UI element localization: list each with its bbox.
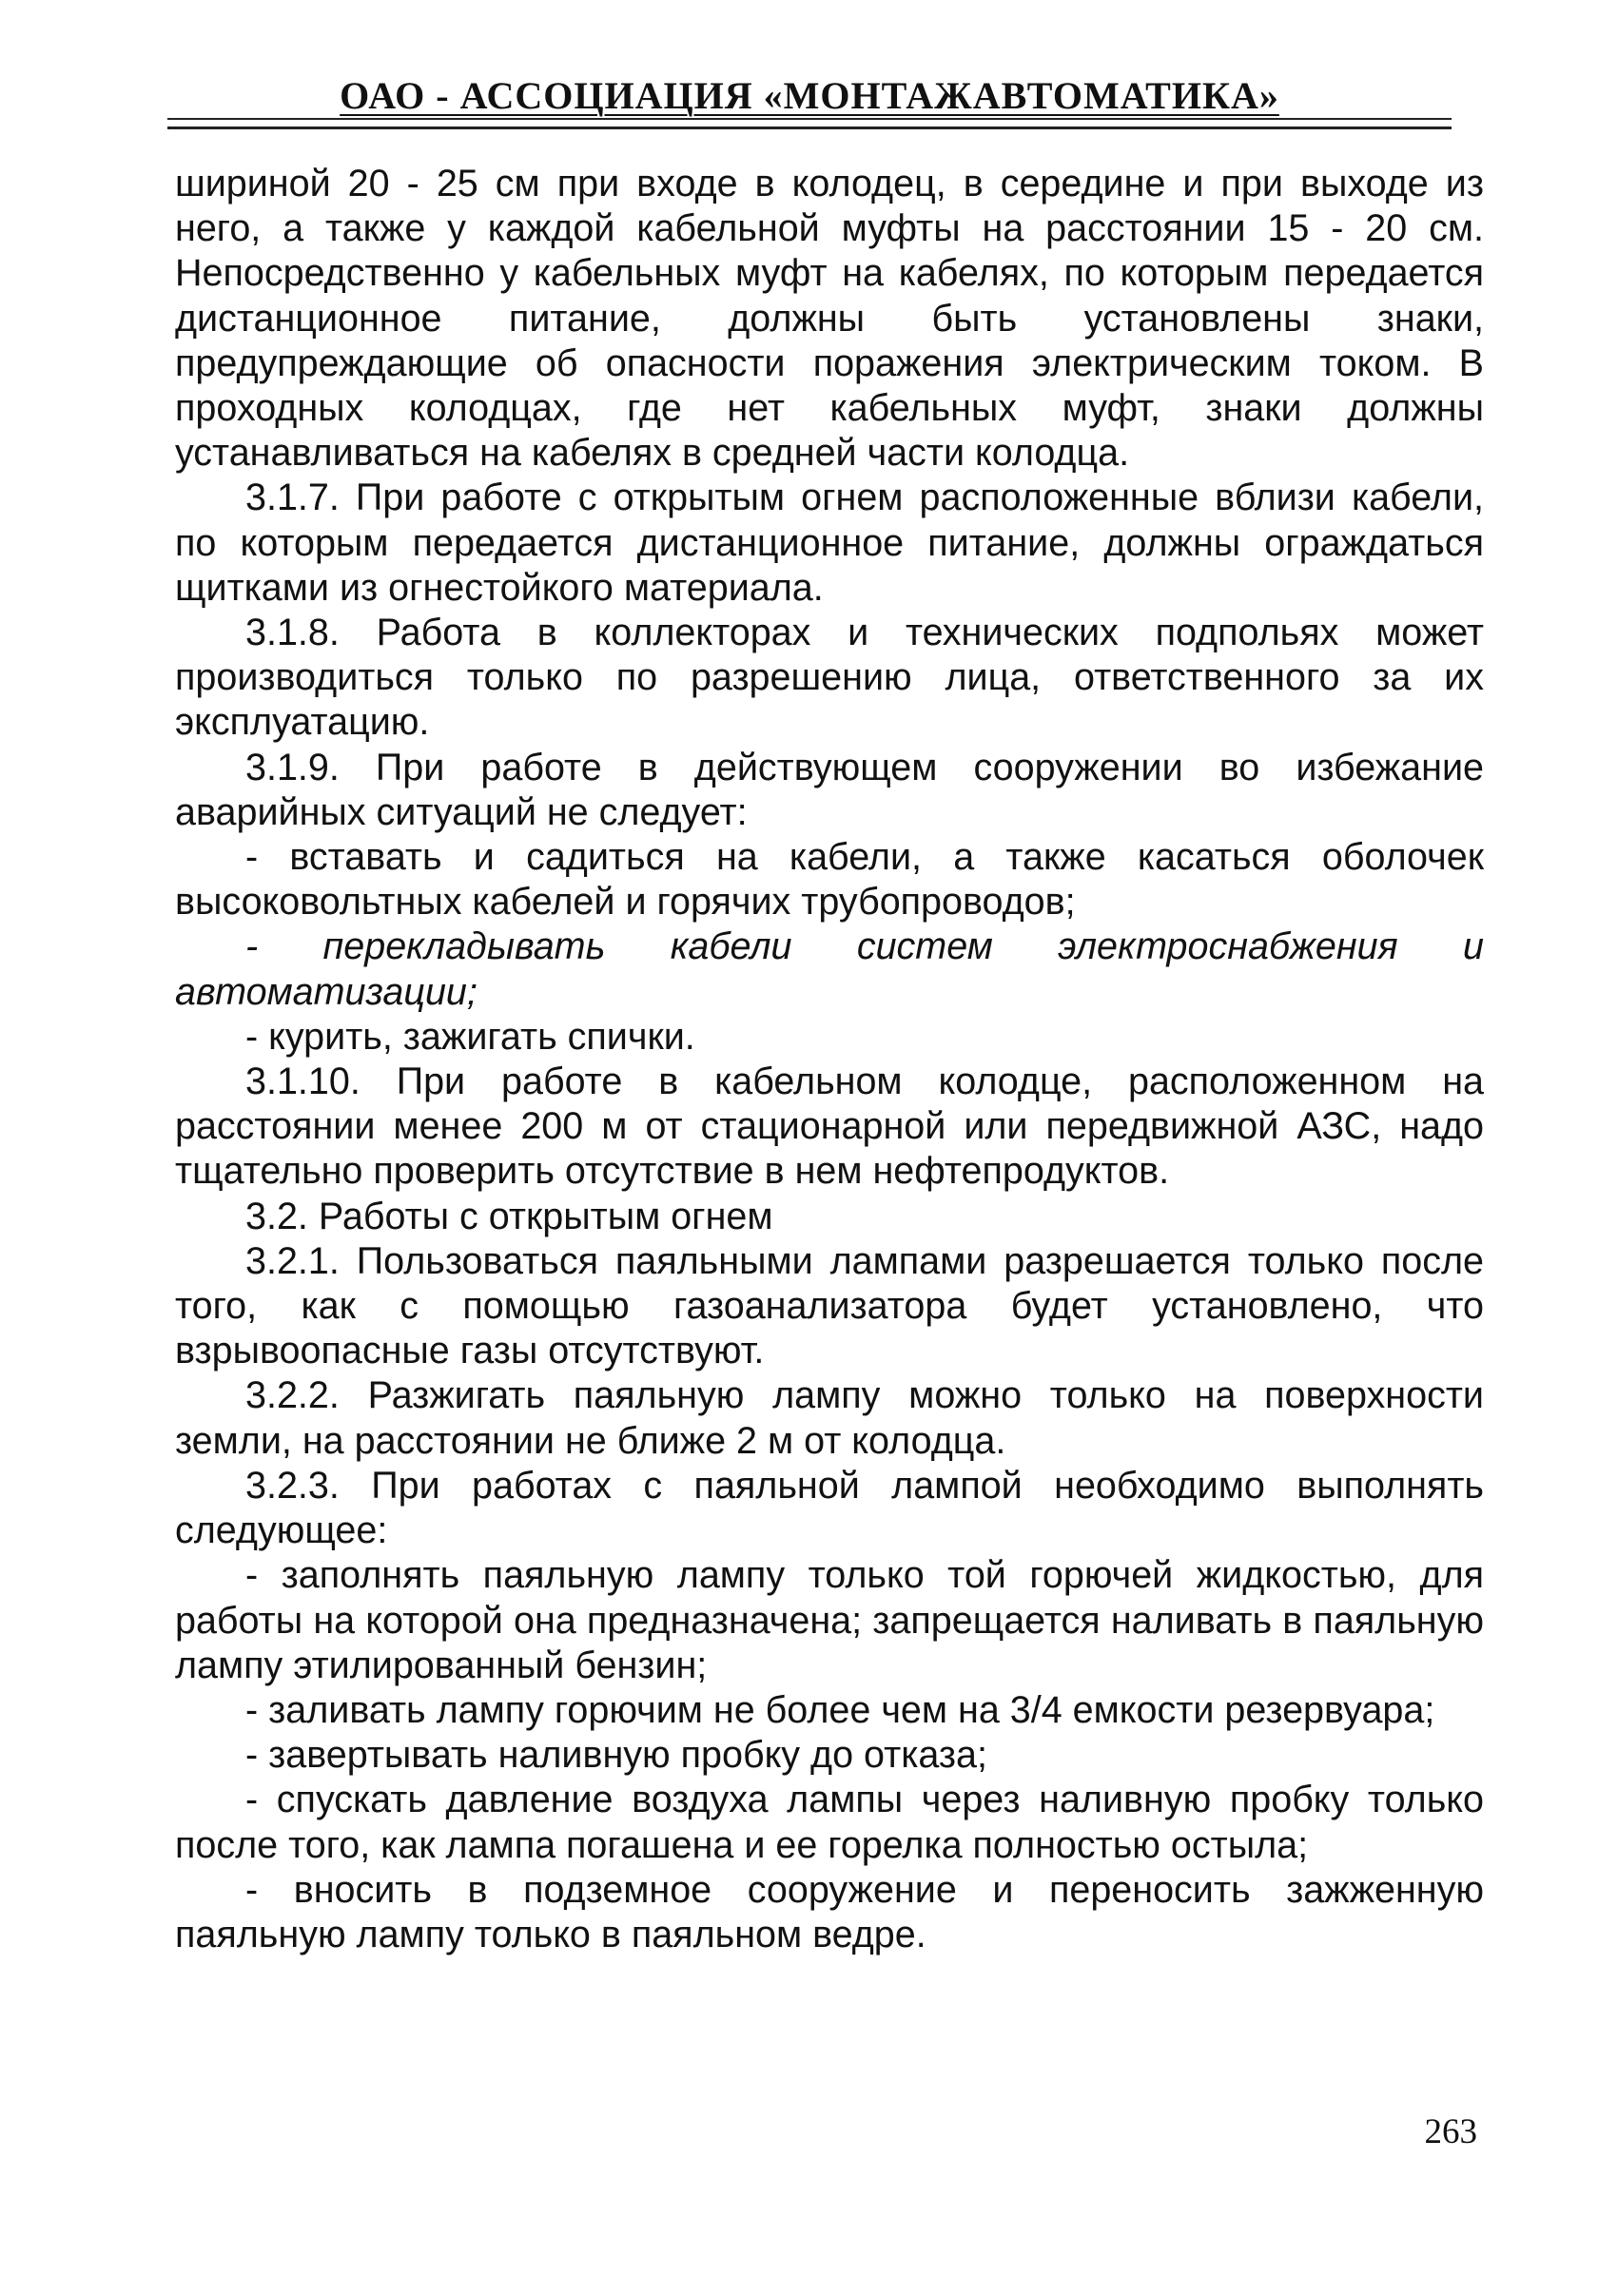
list-item: - вносить в подземное сооружение и переносить зажженную паяльную лампу только в паяльном ведре. <box>175 1868 1484 1955</box>
header-rule <box>167 118 1452 120</box>
list-item: - курить, зажигать спички. <box>245 1015 695 1058</box>
list-item: - перекладывать кабели систем электроснабжения и автоматизации; <box>175 925 1484 1013</box>
paragraph-3-1-9: 3.1.9. При работе в действующем сооружении во избежание аварийных ситуаций не следует: <box>175 746 1484 833</box>
list-item: - вставать и садиться на кабели, а также касаться оболочек высоковольтных кабелей и горячих трубопроводов; <box>175 836 1484 924</box>
paragraph-continuation: шириной 20 - 25 см при входе в колодец, в середине и при выходе из него, а также у каждой кабельной муфты на расстоянии 15 - 20 см. Непосредственно у кабельных муфт на кабелях, по которым передается дистанционное питание, должны быть установлены знаки, предупреждающие об опасности поражения электрическим током. В проходных колодцах, где нет кабельных муфт, знаки должны устанавливаться на кабелях в средней части колодца. <box>175 163 1484 475</box>
paragraph-3-2-2: 3.2.2. Разжигать паяльную лампу можно только на поверхности земли, на расстоянии не ближе 2 м от колодца. <box>175 1374 1484 1462</box>
list-item: - завертывать наливную пробку до отказа; <box>245 1734 987 1777</box>
paragraph-3-1-8: 3.1.8. Работа в коллекторах и технических подпольях может производиться только по разрешению лица, ответственного за их эксплуатацию. <box>175 612 1484 744</box>
body-text <box>175 162 1484 1957</box>
paragraph-3-1-7: 3.1.7. При работе с открытым огнем расположенные вблизи кабели, по которым передается дистанционное питание, должны ограждаться щитками из огнестойкого материала. <box>175 477 1484 609</box>
running-header <box>167 74 1452 118</box>
list-item: - заполнять паяльную лампу только той горючей жидкостью, для работы на которой она предназначена; запрещается наливать в паяльную лампу этилированный бензин; <box>175 1554 1484 1686</box>
page-number: 263 <box>1424 2112 1477 2151</box>
section-heading-3-2: 3.2. Работы с открытым огнем <box>245 1195 773 1237</box>
header-rule-double <box>167 126 1452 129</box>
list-item: - спускать давление воздуха лампы через наливную пробку только после того, как лампа погашена и ее горелка полностью остыла; <box>175 1779 1484 1866</box>
header-title: ОАО - АССОЦИАЦИЯ «МОНТАЖАВТОМАТИКА» <box>340 74 1279 117</box>
paragraph-3-2-3: 3.2.3. При работах с паяльной лампой необходимо выполнять следующее: <box>175 1464 1484 1552</box>
paragraph-3-2-1: 3.2.1. Пользоваться паяльными лампами разрешается только после того, как с помощью газоанализатора будет установлено, что взрывоопасные газы отсутствуют. <box>175 1239 1484 1372</box>
list-item: - заливать лампу горючим не более чем на 3/4 емкости резервуара; <box>245 1688 1435 1731</box>
paragraph-3-1-10: 3.1.10. При работе в кабельном колодце, расположенном на расстоянии менее 200 м от стационарной или передвижной АЗС, надо тщательно проверить отсутствие в нем нефтепродуктов. <box>175 1060 1484 1193</box>
